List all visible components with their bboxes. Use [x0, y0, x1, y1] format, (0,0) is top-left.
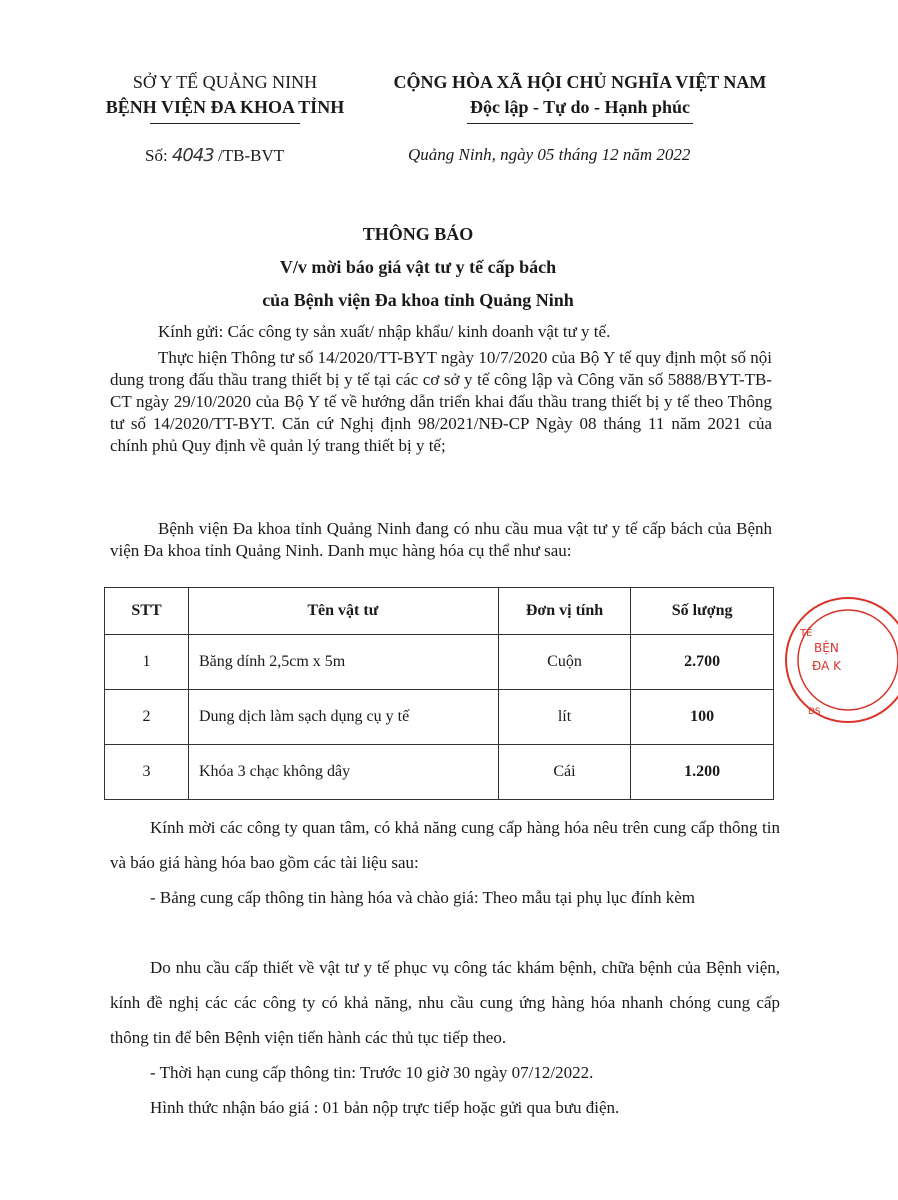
col-header-quantity: Số lượng	[631, 588, 774, 635]
procurement-need-paragraph: Bệnh viện Đa khoa tỉnh Quảng Ninh đang có nhu cầu mua vật tư y tế cấp bách của Bệnh viện Đa khoa tỉnh Quảng Ninh. Danh mục hàng hóa cụ thể như sau:	[110, 519, 772, 560]
col-header-unit: Đơn vị tính	[498, 588, 631, 635]
title-block	[0, 218, 836, 317]
cell-stt: 2	[105, 690, 189, 745]
issuer-underline	[150, 123, 300, 124]
cell-unit: lít	[498, 690, 631, 745]
urgency-paragraph: Do nhu cầu cấp thiết về vật tư y tế phục vụ công tác khám bệnh, chữa bệnh của Bệnh viện, kính đề nghị các các công ty có khả năng, nhu cầu cung ứng hàng hóa nhanh chóng cung cấp thông tin để bên Bệnh viện tiến hành các thủ tục tiếp theo.	[110, 958, 780, 1047]
motto-underline	[467, 123, 693, 124]
deadline-line: - Thời hạn cung cấp thông tin: Trước 10 giờ 30 ngày 07/12/2022.	[150, 1063, 594, 1082]
submission-method-line: Hình thức nhận báo giá : 01 bản nộp trực tiếp hoặc gửi qua bưu điện.	[150, 1098, 620, 1117]
cell-unit: Cuộn	[498, 635, 631, 690]
invitation-paragraph: Kính mời các công ty quan tâm, có khả năng cung cấp hàng hóa nêu trên cung cấp thông tin và báo giá hàng hóa bao gồm các tài liệu sau:	[110, 818, 780, 872]
country-name: CỘNG HÒA XÃ HỘI CHỦ NGHĨA VIỆT NAM	[393, 72, 767, 92]
cell-item-name: Băng dính 2,5cm x 5m	[189, 635, 499, 690]
doc-title: THÔNG BÁO	[362, 224, 474, 244]
doc-subject-org: của Bệnh viện Đa khoa tỉnh Quảng Ninh	[262, 290, 574, 310]
cell-quantity: 2.700	[631, 635, 774, 690]
col-header-item-name: Tên vật tư	[189, 588, 499, 635]
issuer-hospital: BỆNH VIỆN ĐA KHOA TỈNH	[105, 97, 345, 117]
issuer-department: SỞ Y TẾ QUẢNG NINH	[132, 72, 318, 92]
invitation-section	[110, 810, 780, 915]
table-row	[105, 690, 774, 745]
recipient-line: Kính gửi: Các công ty sản xuất/ nhập khẩu/ kinh doanh vật tư y tế.	[158, 322, 611, 341]
document-number	[145, 145, 284, 166]
cell-item-name: Dung dịch làm sạch dụng cụ y tế	[189, 690, 499, 745]
cell-quantity: 1.200	[631, 745, 774, 800]
stamp-seal-icon	[778, 590, 898, 730]
cell-stt: 3	[105, 745, 189, 800]
cell-item-name: Khóa 3 chạc không dây	[189, 745, 499, 800]
legal-basis-paragraph: Thực hiện Thông tư số 14/2020/TT-BYT ngày 10/7/2020 của Bộ Y tế quy định một số nội dung trong đấu thầu trang thiết bị y tế tại các cơ sở y tế công lập và Công văn số 5888/BYT-TB-CT ngày 29/10/2020 của Bộ Y tế về hướng dẫn triển khai đấu thầu trang thiết bị y tế theo Thông tư số 14/2020/TT-BYT. Căn cứ Nghị định 98/2021/NĐ-CP Ngày 08 tháng 11 năm 2021 của chính phủ Quy định về quản lý trang thiết bị y tế;	[110, 348, 772, 455]
stamp-text: DS	[808, 707, 821, 717]
doc-subject: V/v mời báo giá vật tư y tế cấp bách	[279, 257, 557, 277]
issue-date: Quảng Ninh, ngày 05 tháng 12 năm 2022	[408, 145, 691, 164]
issuer-block	[60, 70, 390, 124]
table-header-row	[105, 588, 774, 635]
cell-stt: 1	[105, 635, 189, 690]
stamp-text: BỆN	[814, 641, 839, 655]
national-motto: Độc lập - Tự do - Hạnh phúc	[469, 97, 691, 117]
table-row	[105, 745, 774, 800]
national-motto-block	[380, 70, 780, 124]
stamp-text: TẾ	[800, 628, 813, 639]
table-row	[105, 635, 774, 690]
doc-number-suffix: /TB-BVT	[218, 146, 285, 165]
cell-unit: Cái	[498, 745, 631, 800]
stamp-text: ĐA K	[812, 659, 841, 673]
attachment-bullet: - Bảng cung cấp thông tin hàng hóa và chào giá: Theo mẫu tại phụ lục đính kèm	[150, 888, 695, 907]
official-stamp	[778, 590, 841, 730]
doc-number-prefix: Số:	[145, 146, 168, 165]
doc-number-handwritten: 4043	[171, 145, 214, 166]
cell-quantity: 100	[631, 690, 774, 745]
urgency-section	[110, 950, 780, 1125]
items-table	[104, 587, 774, 800]
col-header-stt: STT	[105, 588, 189, 635]
